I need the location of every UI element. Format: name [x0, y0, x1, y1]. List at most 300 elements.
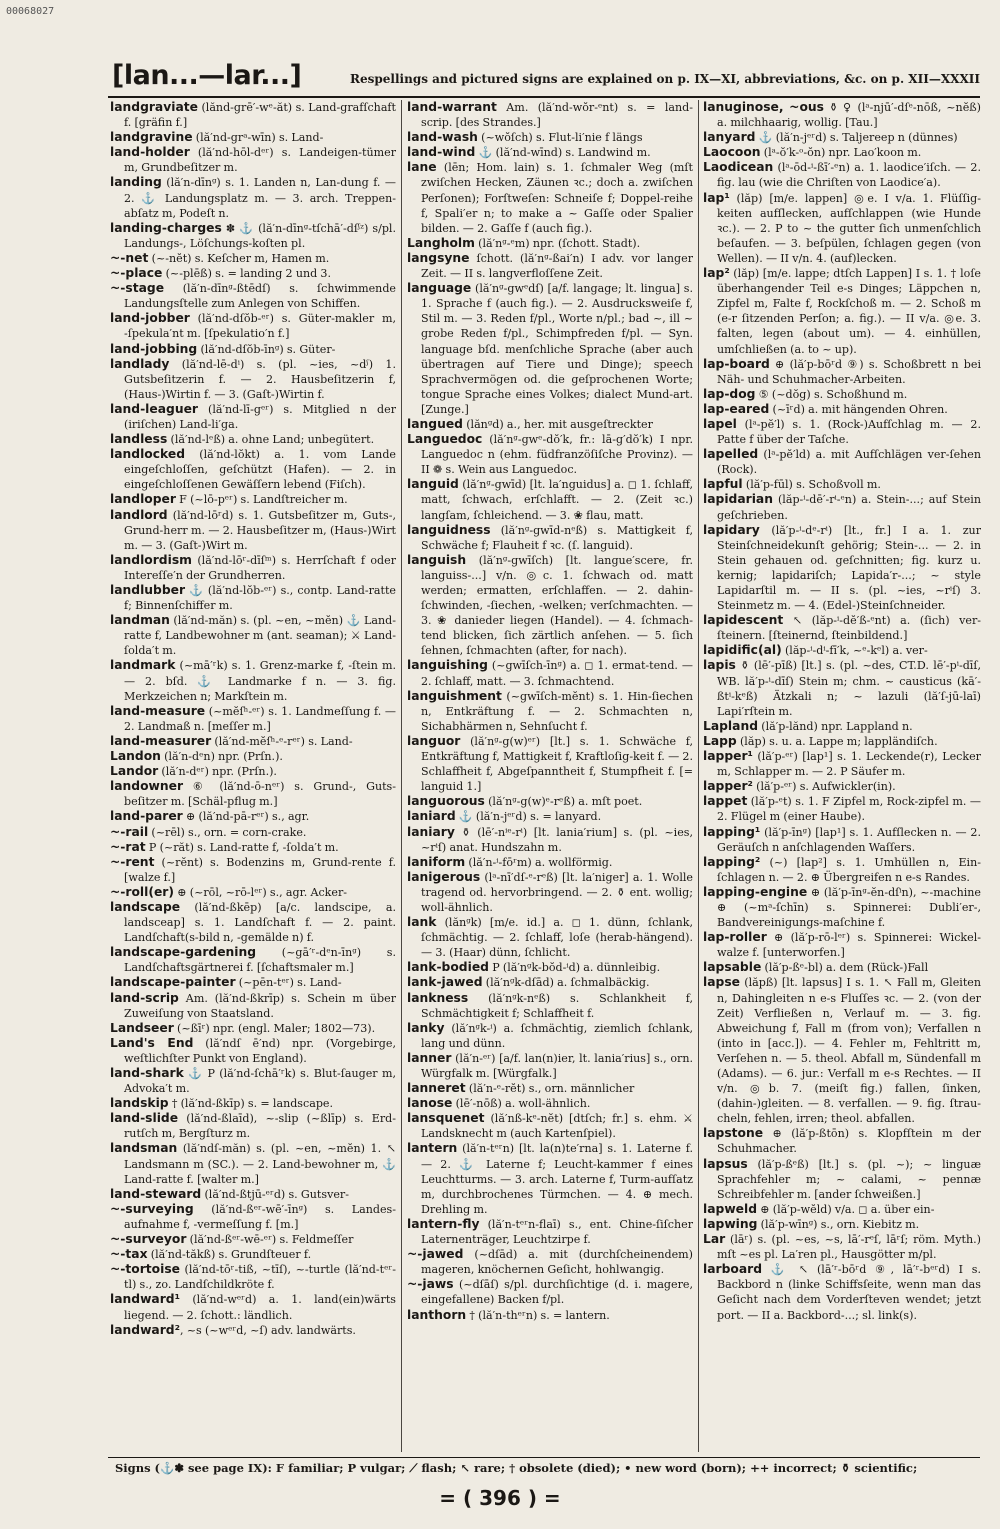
headword: landward² [110, 1322, 180, 1337]
definition: (lă′nᵍ-gwᵉ-dŏ′k, fr.: lā-g′dŏ′k) I npr. Languedoc n (ehm. füdfranzöſiſche Provinz). — II ❁ s. Wein aus Languedoc. [421, 433, 693, 477]
definition: (lă′nd-mĕſʰ-ᵉ-rᵉʳ) s. Land- [211, 734, 353, 748]
headword: lantern [407, 1141, 458, 1156]
headword: land-wash [407, 130, 478, 145]
definition: † (lă′n-thᵉʳn) s. = lantern. [466, 1308, 610, 1322]
headword: ~-rail [110, 824, 149, 839]
headword: lanigerous [407, 869, 481, 884]
dictionary-entry [703, 387, 981, 402]
headword: Lar [703, 1232, 726, 1247]
definition: (lă′n-dīnᵍ-ßtēdſ) s. ſchwimmende Landungsſtelle zum Anlegen von Schiffen. [124, 282, 396, 311]
headword: landsman [110, 1141, 178, 1156]
definition: (lă′nᵍ-gwīd) [lt. la′nguidus] a. ◻ 1. ſchlaff, matt, ſchwach, erſchlafft. — 2. (Zeit ꝛc.) langſam, ſchleichend. — 3. ❀ flau, matt. [421, 478, 693, 522]
dictionary-entry [407, 734, 693, 794]
headword: Land's End [110, 1035, 194, 1050]
headword: ~-surveying [110, 1201, 194, 1216]
definition: ⚱ ♀ (lᵃ-njū′-dſᵉ-nōß, ~nĕß) a. milchhaarig, wollig. [Tau.] [717, 101, 981, 130]
dictionary-entry [110, 311, 396, 341]
definition: ⚓ (lă′nd-wīnd) s. Landwind m. [475, 146, 651, 160]
dictionary-entry [407, 991, 693, 1021]
dictionary-entry [407, 825, 693, 855]
definition: (~gwīſch-īnᵍ) a. ◻ 1. ermat-tend. — 2. ſchlaff, matt. — 3. ſchmachtend. [421, 659, 693, 688]
definition: (lănd-grē′-wᵉ-ăt) s. Land-grafſchaft f. [gräfin f.] [124, 101, 396, 130]
headword: Landon [110, 749, 161, 764]
headword: ~-jawed [407, 1247, 464, 1262]
headword: lapper² [703, 779, 753, 794]
headword: landward¹ [110, 1292, 180, 1307]
headword: lap-eared [703, 401, 770, 416]
column-divider [401, 100, 402, 1452]
headword: landskip [110, 1096, 169, 1111]
dictionary-entry [110, 492, 396, 507]
headword: landlady [110, 356, 170, 371]
headword: ~-rat [110, 839, 146, 854]
dictionary-entry [407, 1277, 693, 1307]
definition: (lă′nd-dſŏb-īnᵍ) s. Güter- [197, 342, 336, 356]
dictionary-entry [407, 417, 693, 432]
headword: Lapp [703, 733, 737, 748]
headword: langsyne [407, 250, 470, 265]
definition: (lᵃ-pĕ′l) s. 1. (Rock-)Aufſchlag m. — 2. Patte f über der Taſche. [717, 417, 981, 447]
headword: landscape-painter [110, 975, 236, 990]
headword: ~-tortoise [110, 1262, 180, 1277]
definition: (~dſād) a. mit (durchſcheinendem) mageren, knöchernen Geſicht, hohlwangig. [421, 1248, 693, 1277]
dictionary-entry [110, 447, 396, 492]
definition: Am. (lă′nd-ßkrīp) s. Schein m über Zuweiſung von Staatsland. [124, 991, 396, 1020]
definition: (lă′nd-ßkēp) [a/c. landscipe, a. landsceap] s. 1. Landſchaft f. — 2. paint. Landſchaft(s-bild n, -gemälde n) f. [124, 900, 396, 945]
dictionary-entry [110, 825, 396, 840]
dictionary-entry [110, 1111, 396, 1141]
dictionary-entry [703, 357, 981, 387]
dictionary-entry [110, 342, 396, 357]
dictionary-entry [110, 1066, 396, 1096]
definition: ⊕ (lă′p-ßtōn) s. Klopfſtein m der Schuhmacher. [717, 1127, 981, 1156]
definition: (lă′p-ßᵉ-bl) a. dem (Rück-)Fall [761, 961, 929, 975]
headword: landman [110, 613, 170, 628]
headword: lankness [407, 990, 469, 1005]
dictionary-entry [407, 1051, 693, 1081]
definition: Am. (lă′nd-wŏr-ᵉnt) s. = land-scrip. [des Strandes.] [421, 101, 693, 130]
headword: ~-tax [110, 1247, 148, 1262]
definition: ſchott. (lă′nᵍ-ßai′n) I adv. vor langer Zeit. — II s. langverfloſſene Zeit. [421, 251, 693, 281]
headword: landloper [110, 492, 176, 507]
headword: land-slide [110, 1111, 179, 1126]
signs-legend: Signs (⚓✽ see page IX): F familiar; P vulgar; ⟋ flash; ↖ rare; † obsolete (died); • new word (born); +̶+ incorrect; ⚱ scientific; [115, 1461, 918, 1475]
headword: Lapland [703, 718, 759, 733]
headword: landscape-gardening [110, 945, 257, 960]
dictionary-entry [703, 1157, 981, 1202]
definition: (~dſāſ) s/pl. durchſichtige (d. i. magere, eingefallene) Backen f/pl. [421, 1278, 693, 1307]
dictionary-entry [407, 553, 693, 659]
dictionary-entry [703, 930, 981, 960]
definition: (lᵃ-ōd-ⁱ-ßī′-ᵉn) a. 1. laodice′iſch. — 2. fig. lau (wie die Chriſten von Laodice′a). [717, 161, 981, 190]
headword: lanner [407, 1050, 452, 1065]
dictionary-entry [407, 915, 693, 960]
definition: ⊕ (lă′p-rō-lᵉʳ) s. Spinnerei: Wickel-walze f. [unterworfen.] [717, 931, 981, 960]
definition: (~gā′ʳ-dᵉn-īnᵍ) s. Landſchaftsgärtnerei f. [ſchaftsmaler m.] [124, 946, 396, 975]
headword: lapidific(al) [703, 643, 782, 658]
definition: (lă′nᵍ-gwᵉdſ) [a/f. langage; lt. lingua] s. 1. Sprache f (auch fig.). — 2. Ausdrucksweiſe f, Stil m. — 3. Reden f/pl., Worte n/pl.; bad ~, ill ~ grobe Reden f/pl., Schimpfreden f/pl. — Syn. language bſd. menſchliche Sprache (aber auch übertragen auf Tiere und Dinge); speech Sprachvermögen od. die geſprochenen Worte; tongue Sprache eines Volkes; dialect Mund-art. [Zunge.] [421, 282, 693, 416]
headword: lank-bodied [407, 960, 489, 975]
headword: lapel [703, 416, 737, 431]
definition: ⚓ ↖ (lā′ʳ-bōʳd ⑨, lā′ʳ-bᵉʳd) I s. Backbord n (linke Schiffsſeite, wenn man das Geſicht nach dem Vorderſteven wendet; jetzt port. — II a. Backbord-...; sl. link(s). [717, 1263, 981, 1322]
definition: (~rĕnt) s. Bodenzins m, Grund-rente f. [walze f.] [124, 855, 396, 884]
definition: (lă′ndſ-măn) s. (pl. ~en, ~mĕn) 1. ↖ Landsmann m (SC.). — 2. Land-bewohner m, ⚓ Land-ratte f. [walter m.] [124, 1142, 396, 1186]
definition: F (~lō-pᵉʳ) s. Landſtreicher m. [175, 493, 348, 507]
definition: (lă′nᵍ-g(w)ᵉ-rᵉß) a. mſt poet. [484, 795, 643, 809]
headword: lapweld [703, 1201, 758, 1216]
dictionary-entry [110, 1096, 396, 1111]
definition: (lă′nd-lī-gᵉʳ) s. Mitglied n der (iriſchen) Land-li′ga. [124, 402, 396, 431]
definition: (lăp) s. u. a. Lappe m; lappländiſch. [736, 734, 938, 748]
dictionary-entry [110, 734, 396, 749]
headword: land-wind [407, 145, 476, 160]
dictionary-entry [110, 658, 396, 703]
headword: lapping² [703, 854, 761, 869]
headword: landing-charges [110, 220, 222, 235]
dictionary-entry [407, 1111, 693, 1141]
headword: lapis [703, 658, 736, 673]
headword: lapper¹ [703, 749, 753, 764]
headword: Laocoon [703, 145, 761, 160]
headword: landing [110, 175, 162, 190]
definition: (lănᵍk) [m/e. id.] a. ◻ 1. dünn, ſchlank, ſchmächtig. — 2. ſchlaff, loſe (herab-hängend). — 3. (Haar) dünn, ſchlicht. [421, 916, 693, 960]
dictionary-entry [703, 266, 981, 357]
dictionary-entry [110, 221, 396, 251]
headword: Landor [110, 764, 159, 779]
headword: lapful [703, 477, 743, 492]
dictionary-entry [703, 492, 981, 522]
headword: landowner [110, 779, 184, 794]
dictionary-entry [110, 945, 396, 975]
definition: (lᵃ-ŏ′k-ᵒ-ŏn) npr. Lao′koon m. [760, 146, 922, 160]
definition: (~mĕſʰ-ᵉʳ) s. 1. Landmeſſung f. — 2. Landmaß n. [meſſer m.] [124, 704, 396, 733]
headword: landlocked [110, 447, 186, 462]
headword: lapping-engine [703, 884, 808, 899]
dictionary-column-3 [703, 100, 981, 1455]
definition: (lă′p-ßᵉß) [lt.] s. (pl. ~); ~ linguæ Sprachfehler m; ~ calami, ~ pennæ Schreibfehler m. [ander ſchweißen.] [717, 1157, 981, 1201]
headword: landless [110, 432, 168, 447]
page-number: = ( 396 ) = [439, 1486, 561, 1510]
definition: (~-plēß) s. = landing 2 und 3. [162, 267, 332, 281]
definition: (lă′nd-lᵉß) a. ohne Land; unbegütert. [167, 433, 375, 447]
definition: (lă′nᵍ-ᵉm) npr. (ſchott. Stadt). [474, 236, 641, 250]
definition: (lă′nd-lōʳd) s. 1. Gutsbeſitzer m, Guts-, Grund-herr m. — 2. Hausbeſitzer m, (Haus-)Wirt m. — 3. (Gaſt-)Wirt m. [124, 508, 396, 552]
dictionary-entry [703, 145, 981, 160]
definition: (lă′nd-ßᵉʳ-wē-ᵉʳ) s. Feldmeſſer [186, 1233, 354, 1247]
headword: Langholm [407, 235, 475, 250]
dictionary-column-2 [407, 100, 693, 1455]
definition: (lă′nd-wᵉʳd) a. 1. land(ein)wärts liegend. — 2. ſchott.: ländlich. [124, 1293, 396, 1322]
dictionary-entry [703, 1262, 981, 1322]
definition: (lă′nᵍ-gwīſch) [lt. langue′scere, fr. languiss-...] v/n. ◎c. 1. ſchwach od. matt werden; ermatten, erſchlaffen. — 2. dahin-ſchwinden, -ſiechen, -welken; verſchmachten. — 3. ❀ danieder liegen (Handel). — 4. ſchmach-tend blicken, ſich zärtlich anſehen. — 5. ſich ſehnen, ſchmachten (after, for nach). [421, 553, 693, 658]
definition: (~īʳd) a. mit hängenden Ohren. [769, 402, 948, 416]
dictionary-entry [110, 749, 396, 764]
dictionary-entry [110, 764, 396, 779]
dictionary-entry [110, 100, 396, 130]
dictionary-entry [110, 900, 396, 945]
dictionary-entry [110, 281, 396, 311]
headword: ~-jaws [407, 1277, 454, 1292]
definition: (lăpß) [lt. lapsus] I s. 1. ↖ Fall m, Gleiten n, Dahingleiten n e-s Fluſſes ꝛc. — 2. (von der Zeit) Verfließen n, Verlauf m. — 3. fig. Abweichung f, Fall m (from von); Verfallen n (into in [acc.]). — 4. Fehler m, Fehltritt m, Verſehen n. — 5. theol. Abfall m, Sündenfall m (Adams). — 6. jur.: Verfall m e-s Rechtes. — II v/n. ◎b. 7. (meiſt fig.) fallen, ſinken, (dahin-)gleiten. — 8. verfallen. — 9. fig. ſtrau-cheln, fehlen, irren; theol. abfallen. [717, 976, 981, 1126]
dictionary-entry [703, 825, 981, 855]
headword: landgraviate [110, 100, 198, 114]
headword: lap¹ [703, 190, 730, 205]
dictionary-entry [110, 145, 396, 175]
dictionary-entry [110, 553, 396, 583]
definition: † (lă′nd-ßkīp) s. = landscape. [168, 1097, 334, 1111]
dictionary-entry [703, 749, 981, 779]
definition: (lă′n-ᵉʳ) [a/f. lan(n)ier, lt. lania′rius] s., orn. Würgfalk m. [Würgfalk.] [421, 1051, 693, 1080]
definition: (lă′p-īnᵍ) [lap¹] s. 1. Aufſlecken n. — 2. Geräuſch n anſchlagenden Waſſers. [717, 825, 981, 854]
definition: (~-nĕt) s. Keſcher m, Hamen m. [148, 251, 330, 265]
headword: lap² [703, 266, 730, 281]
definition: (lă′n-ᵉ-rĕt) s., orn. männlicher [465, 1082, 635, 1096]
definition: ⊕ (lă′nd-pā-rᵉʳ) s., agr. [182, 810, 310, 824]
definition: ⊕ (~rōl, ~rō-lᵉʳ) s., agr. Acker- [174, 885, 348, 899]
headword: lanyard [703, 130, 756, 145]
definition: (lă′n-tᵉʳn) [lt. la(n)te′rna] s. 1. Laterne f. — 2. ⚓ Laterne f; Leucht-kammer f eines Leuchtturms. — 3. arch. Laterne f, Turm-aufſatz m, durchbrochenes Türmchen. — 4. ⊕ mech. Drehling m. [421, 1142, 693, 1216]
dictionary-entry [110, 840, 396, 855]
dictionary-entry [407, 100, 693, 130]
dictionary-entry [110, 266, 396, 281]
definition: (lē′-nōß) a. woll-ähnlich. [452, 1097, 591, 1111]
headword: laniard [407, 809, 456, 824]
dictionary-entry [110, 402, 396, 432]
dictionary-entry [407, 236, 693, 251]
headword: land-measurer [110, 733, 212, 748]
dictionary-entry [407, 658, 693, 688]
definition: (lă′p-ᵉʳ) [lap¹] s. 1. Leckende(r), Lecker m, Schlapper m. — 2. P Säufer m. [717, 750, 981, 779]
headword: landlubber [110, 583, 186, 597]
dictionary-entry [703, 191, 981, 266]
headword: lapwing [703, 1216, 758, 1231]
dictionary-entry [110, 583, 396, 613]
dictionary-entry [703, 402, 981, 417]
dictionary-entry [110, 1141, 396, 1186]
headword: landgravine [110, 130, 193, 145]
dictionary-entry [703, 643, 981, 658]
dictionary-entry [703, 1232, 981, 1262]
dictionary-entry [703, 447, 981, 477]
headword: lapping¹ [703, 824, 761, 839]
dictionary-entry [110, 779, 396, 809]
definition: (lă′nd-măn) s. (pl. ~en, ~mĕn) ⚓ Land-ratte f, Landbewohner m (ant. seaman); ⚔ Land-ſolda′t m. [124, 614, 396, 658]
definition: (lă′nd-lōʳ-dīſᵐ) s. Herrſchaft f oder Intereſſe′n der Grundherren. [124, 553, 396, 582]
definition: P (~răt) s. Land-ratte f, -ſolda′t m. [145, 840, 339, 854]
headword: laniform [407, 854, 466, 869]
dictionary-entry [703, 523, 981, 614]
dictionary-entry [407, 1217, 693, 1247]
dictionary-entry [110, 991, 396, 1021]
dictionary-entry [407, 855, 693, 870]
headword: landlord [110, 507, 168, 522]
headword: landscape [110, 899, 181, 914]
definition: (lănᵍd) a., her. mit ausgeſtreckter [462, 417, 653, 431]
definition: (lă′n-ⁱ-fōʳm) a. wollförmig. [465, 855, 613, 869]
dictionary-entry [407, 809, 693, 824]
dictionary-entry [110, 357, 396, 402]
definition: ⚓ P (lă′nd-ſchā′ʳk) s. Blut-ſauger m, Advoka′t m. [124, 1067, 396, 1096]
headword: lapse [703, 975, 740, 990]
headword: languishment [407, 688, 502, 703]
definition: ⊕ (lă′p-bōʳd ⑨) s. Schoßbrett n bei Näh- und Schuhmacher-Arbeiten. [717, 357, 981, 386]
headword: land-parer [110, 809, 183, 824]
dictionary-entry [407, 1096, 693, 1111]
dictionary-entry [110, 704, 396, 734]
definition: ⊕ (lă′p-wĕld) v/a. ◻ a. über ein- [757, 1202, 935, 1216]
column-divider [698, 100, 699, 1452]
headword: land-steward [110, 1186, 202, 1201]
dictionary-entry [407, 145, 693, 160]
headword: land-measure [110, 703, 206, 718]
dictionary-entry [407, 870, 693, 915]
definition: (lă′nd-dſŏb-ᵉʳ) s. Güter-makler m, -ſpekula′nt m. [ſpekulatio′n f.] [124, 312, 396, 341]
definition: (lă′nᵍk-nᵉß) s. Schlankheit f, Schmächtigkeit f; Schlaffheit f. [421, 991, 693, 1020]
dictionary-entry [110, 130, 396, 145]
headword: lapelled [703, 447, 759, 462]
definition: (lă′nd-ßlaīd), ~-slip (~ßlīp) s. Erd-rutſch m, Bergſturz m. [124, 1112, 396, 1141]
definition: (~ßīʳ) npr. (engl. Maler; 1802—73). [173, 1021, 376, 1035]
dictionary-entry [703, 130, 981, 145]
headword: laniary [407, 824, 455, 839]
definition: (lăp) [m/e. lappen] ◎e. I v/a. 1. Flüſſig-keiten aufſlecken, aufſchlappen (wie Hunde ꝛc.). — 2. P to ~ the gutter ſich unmenſchlich beſaufen. — 3. beſpülen, ſchlagen gegen (von Wellen). — II v/n. 4. (auf)lecken. [717, 191, 981, 265]
headword: land-warrant [407, 100, 497, 114]
definition: (lă′nß-kᵉ-nĕt) [dtſch; fr.] s. ehm. ⚔ Landsknecht m (auch Kartenſpiel). [421, 1112, 693, 1141]
dictionary-entry [703, 779, 981, 794]
headword: languishing [407, 658, 488, 673]
headword: languor [407, 733, 461, 748]
headword: landlordism [110, 552, 192, 567]
definition: ⚱ (lē′-pīß) [lt.] s. (pl. ~des, CT.D. lē′-pⁱ-dīſ, WB. lă′p-ⁱ-dīſ) Stein m; chm. ~ causticus (kā′-ßtⁱ-kᵉß) Ätzkali n; ~ lazuli (lă′ſ-jū-laī) Lapi′rſtein m. [717, 659, 981, 718]
headword: land-leaguer [110, 401, 198, 416]
definition: (lă′p-ᵉt) s. 1. F Zipfel m, Rock-zipfel m. — 2. Flügel m (einer Haube). [717, 795, 981, 824]
header-rule [108, 96, 980, 98]
headword: land-jobber [110, 311, 190, 326]
dictionary-entry [703, 794, 981, 824]
headword: language [407, 281, 472, 296]
definition: P (lă′nᵍk-bŏd-ⁱd) a. dünnleibig. [488, 961, 661, 975]
dictionary-entry [407, 1021, 693, 1051]
dictionary-entry [110, 1202, 396, 1232]
headword: ~-rent [110, 854, 155, 869]
headword: Languedoc [407, 432, 483, 447]
header-note: Respellings and pictured signs are explained on p. IX—XI, abbreviations, &c. on p. XII—XXXII [350, 72, 980, 86]
headword: lap-roller [703, 930, 767, 945]
headword: ~-roll(er) [110, 884, 174, 899]
definition: (lăp) [m/e. lappe; dtſch Lappen] I s. 1. † loſe überhangender Teil e-s Dinges; Läppchen n, Zipfel m, Falte f, Rockſchoß m. — 2. Schoß m (e-r ſitzenden Perſon; a. fig.). — II v/a. ◎e. 3. falten, legen (about um). — 4. einhüllen, umſchließen (a. to ~ up). [717, 267, 981, 356]
dictionary-entry [110, 1262, 396, 1292]
definition: (lă′nᵍk-ⁱ) a. ſchmächtig, ziemlich ſchlank, lang und dünn. [421, 1021, 693, 1050]
dictionary-entry [407, 477, 693, 522]
definition: (lă′nᵍ-gwīd-nᵉß) s. Mattigkeit f, Schwäche f; Flauheit f ꝛc. (ſ. languid). [421, 523, 693, 552]
headword: lank-jawed [407, 975, 483, 990]
headword: Laodicean [703, 160, 774, 175]
dictionary-entry [703, 734, 981, 749]
headword: lansquenet [407, 1111, 485, 1126]
definition: ⑤ (~dŏg) s. Schoßhund m. [755, 387, 908, 401]
headword: land-scrip [110, 990, 179, 1005]
dictionary-entry [407, 251, 693, 281]
definition: (lăp-ⁱ-dē′-rⁱ-ᵉn) a. Stein-...; auf Stein geſchrieben. [717, 493, 981, 522]
dictionary-entry [407, 130, 693, 145]
definition: ⚓ (lă′n-jᵉʳd) s. = lanyard. [455, 810, 602, 824]
definition: (lă′n-dīnᵍ) s. 1. Landen n, Lan-dung f. — 2. ⚓ Landungsplatz m. — 3. arch. Treppen-abſatz m, Podeſt n. [124, 176, 396, 220]
definition: (lă′nᵍ-g(w)ᵉʳ) [lt.] s. 1. Schwäche f, Entkräftung f, Mattigkeit f, Kraftloſig-keit f. — 2. Schlaffheit f, Abgeſpanntheit f, Stumpfheit f. [= languid 1.] [421, 734, 693, 794]
headword: larboard [703, 1262, 762, 1277]
headword: ~-place [110, 266, 163, 281]
headword: lank [407, 915, 437, 930]
dictionary-entry [110, 855, 396, 885]
headword: lanose [407, 1096, 453, 1111]
definition: (~pēn-tᵉʳ) s. Land- [235, 976, 342, 990]
dictionary-column-1 [110, 100, 396, 1455]
definition: (lāʳ) s. (pl. ~es, ~s, lā′-rᵉſ, lāʳſ; röm. Myth.) mſt ~es pl. La′ren pl., Hausgötter m/pl. [717, 1233, 981, 1262]
definition: ⚓ (lă′nd-lŏb-ᵉʳ) s., contp. Land-ratte f; Binnenſchiffer m. [124, 584, 396, 613]
definition: (lă′nᵍk-dſād) a. ſchmalbäckig. [482, 976, 650, 990]
dictionary-entry [407, 1308, 693, 1323]
headword: languorous [407, 794, 485, 809]
dictionary-entry [110, 251, 396, 266]
dictionary-entry [110, 1021, 396, 1036]
dictionary-entry [703, 160, 981, 190]
dictionary-entry [703, 855, 981, 885]
headword: languish [407, 552, 467, 567]
definition: (lă′nd-lŏkt) a. 1. vom Lande eingeſchloſſen, geſchützt (Hafen). — 2. in eingeſchloſſenen Gewäſſern lebend (Fiſch). [124, 448, 396, 492]
definition: ⊕ (lă′p-īnᵍ-ĕn-dſⁱn), ~-machine ⊕ (~mᵃ-ſchīn) s. Spinnerei: Dubli′er-, Bandvereinigungs-maſchine f. [717, 885, 981, 930]
definition: (~gwīſch-mĕnt) s. 1. Hin-ſiechen n, Entkräftung f. — 2. Schmachten n, Sichabhärmen n, Sehnſucht f. [421, 689, 693, 733]
dictionary-entry [407, 1247, 693, 1277]
dictionary-entry [407, 689, 693, 734]
headword: lapidary [703, 522, 760, 537]
definition: , ~s (~wᵉʳd, ~ſ) adv. landwärts. [179, 1323, 356, 1337]
definition: (lă′ndſ ē′nd) npr. (Vorgebirge, weſtlichſter Punkt von England). [124, 1036, 396, 1065]
headword: lantern-fly [407, 1216, 480, 1231]
headword: land-holder [110, 145, 190, 160]
definition: (~wŏſch) s. Flut-li′nie f längs [477, 131, 643, 145]
headword: lappet [703, 794, 748, 809]
definition: (lă′n-dᵉn) npr. (Prſn.). [160, 750, 283, 764]
dictionary-entry [110, 508, 396, 553]
headword: lane [407, 160, 437, 175]
definition: (~mā′ʳk) s. 1. Grenz-marke f, -ſtein m. — 2. bſd. ⚓ Landmarke f n. — 3. fig. Merkzeichen n; Markſtein m. [124, 659, 396, 703]
dictionary-entry [703, 417, 981, 447]
dictionary-entry [703, 613, 981, 643]
definition: (lᵃ-nī′dſ-ᵉ-rᵉß) [lt. la′niger] a. 1. Wolle tragend od. hervorbringend. — 2. ⚱ ent. wollig; woll-ähnlich. [421, 870, 693, 914]
dictionary-entry [110, 975, 396, 990]
dictionary-entry [110, 1247, 396, 1262]
page-header [112, 60, 980, 96]
dictionary-entry [703, 885, 981, 930]
scan-id: 00068027 [6, 6, 55, 17]
headword: lapstone [703, 1126, 764, 1141]
definition: (lă′p-wīnᵍ) s., orn. Kiebitz m. [757, 1217, 920, 1231]
dictionary-entry [703, 975, 981, 1126]
definition: ✽ ⚓ (lă′n-dīnᵍ-tſchā′-dſᶴᶻ) s/pl. Landungs-, Löſchungs-koſten pl. [124, 221, 396, 250]
dictionary-entry [110, 613, 396, 658]
definition: ⚱ (lē′-nⁱᵉ-rⁱ) [lt. lania′rium] s. (pl. ~ies, ~rⁱſ) anat. Hundszahn m. [421, 825, 693, 854]
dictionary-entry [407, 960, 693, 975]
dictionary-entry [110, 1187, 396, 1202]
definition: (lᵃ-pĕ′ld) a. mit Aufſchlägen ver-ſehen (Rock). [717, 448, 981, 477]
headword: lanthorn [407, 1307, 467, 1322]
definition: ⑥ (lă′nd-ō-nᵉʳ) s. Grund-, Guts-beſitzer m. [Schäl-pflug m.] [124, 780, 396, 809]
dictionary-entry [110, 1323, 396, 1338]
dictionary-entry [110, 432, 396, 447]
headword: lap-dog [703, 386, 756, 401]
headword: ~-surveyor [110, 1232, 187, 1247]
definition: (~rēl) s., orn. = corn-crake. [148, 825, 307, 839]
dictionary-entry [110, 1232, 396, 1247]
